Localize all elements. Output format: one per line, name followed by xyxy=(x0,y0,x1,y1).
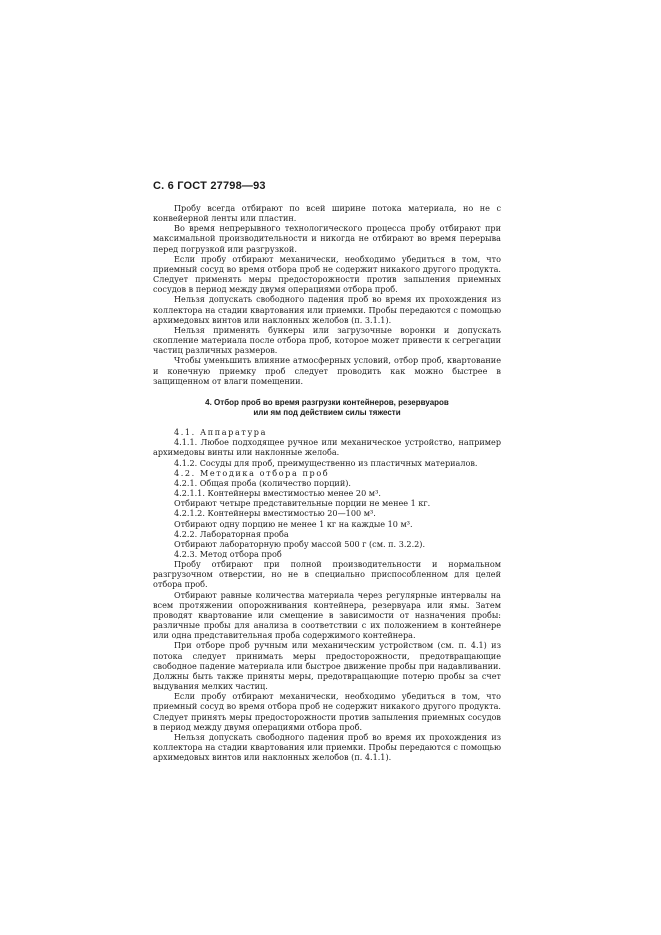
clause-item: 4.1.2. Сосуды для проб, преимущественно из пластичных материалов. xyxy=(174,457,478,468)
subsection-heading: 4.2. Методика отбора проб xyxy=(174,467,330,478)
paragraph: Если пробу отбирают механически, необходимо убедиться в том, что приемный сосуд во время отбора проб не содержит никакого другого продукта. Следует применять меры предосторожности против запыления приемных сосудов в период между двумя операциями отбора проб. xyxy=(153,253,501,295)
bottom-paragraphs xyxy=(153,559,501,762)
clause-item: Отбирают одну порцию не менее 1 кг на каждые 10 м³. xyxy=(174,518,413,529)
clause-item: Отбирают четыре представительные порции не менее 1 кг. xyxy=(174,498,431,509)
paragraph: Отбирают равные количества материала через регулярные интервалы на всем протяжении опорожнивания контейнера, резервуара или ямы. Затем проводят квартование или смещение в зависимости от назначения пробы: различные пробы для анализа в соответствии с их положением в контейнере или одна представительная проба содержимого контейнера. xyxy=(153,589,501,641)
clause-item: 4.1.1. Любое подходящее ручное или механическое устройство, например архимедовы винты или наклонные желоба. xyxy=(153,437,501,458)
paragraph: Пробу отбирают при полной производительности и нормальном разгрузочном отверстии, но не в специально приспособленном для целей отбора проб. xyxy=(153,559,501,590)
section-4-heading-line2: или ям под действием силы тяжести xyxy=(253,407,401,417)
clause-item: 4.2.3. Метод отбора проб xyxy=(174,549,282,559)
clause-item: 4.2.2. Лабораторная проба xyxy=(174,528,289,539)
paragraph: Чтобы уменьшить влияние атмосферных условий, отбор проб, квартование и конечную приемку проб следует проводить как можно быстрее в защищенном от влаги помещении. xyxy=(153,355,501,386)
paragraph: При отборе проб ручным или механическим устройством (см. п. 4.1) из потока следует принимать меры предосторожности, предотвращающие свободное падение материала или быстрое движение пробы при надавливании. Должны быть также приняты меры, предотвращающие потерю пробы за счет выдувания мелких частиц. xyxy=(153,640,501,692)
section-4-items xyxy=(153,427,501,559)
paragraph: Нельзя допускать свободного падения проб во время их прохождения из коллектора на стадии квартования или приемки. Пробы передаются с помощью архимедовых винтов или наклонных желобов (п. 4.1.1). xyxy=(153,731,501,763)
document-body xyxy=(153,203,501,762)
paragraph: Нельзя применять бункеры или загрузочные воронки и допускать скопление материала после отбора проб, которое может привести к сегрегации частиц различных размеров. xyxy=(153,324,501,356)
clause-item: 4.2.1.2. Контейнеры вместимостью 20—100 м³. xyxy=(174,508,376,519)
page-header: С. 6 ГОСТ 27798—93 xyxy=(153,180,266,192)
clause-item: Отбирают лабораторную пробу массой 500 г (см. п. 3.2.2). xyxy=(174,538,426,549)
paragraph: Нельзя допускать свободного падения проб во время их прохождения из коллектора на стадии квартования или приемки. Пробы передаются с помощью архимедовых винтов или наклонных желобов (п. 3.1.1). xyxy=(153,294,501,325)
top-paragraphs xyxy=(153,203,501,386)
subsection-heading: 4.1. Аппаратура xyxy=(174,427,268,438)
section-4-heading xyxy=(153,398,501,418)
section-4-heading-line1: 4. Отбор проб во время разгрузки контейнеров, резервуаров xyxy=(205,397,449,407)
paragraph: Пробу всегда отбирают по всей ширине потока материала, но не с конвейерной ленты или пластин. xyxy=(153,203,501,224)
clause-item: 4.2.1.1. Контейнеры вместимостью менее 20 м³. xyxy=(174,488,381,499)
paragraph: Если пробу отбирают механически, необходимо убедиться в том, что приемный сосуд во время отбора проб не содержит никакого другого продукта. Следует принять меры предосторожности против запыления приемных сосудов в период между двумя операциями отбора проб. xyxy=(153,691,501,732)
clause-item: 4.2.1. Общая проба (количество порций). xyxy=(174,477,351,488)
paragraph: Во время непрерывного технологического процесса пробу отбирают при максимальной производительности и никогда не отбирают во время перерыва перед погрузкой или разгрузкой. xyxy=(153,223,501,254)
